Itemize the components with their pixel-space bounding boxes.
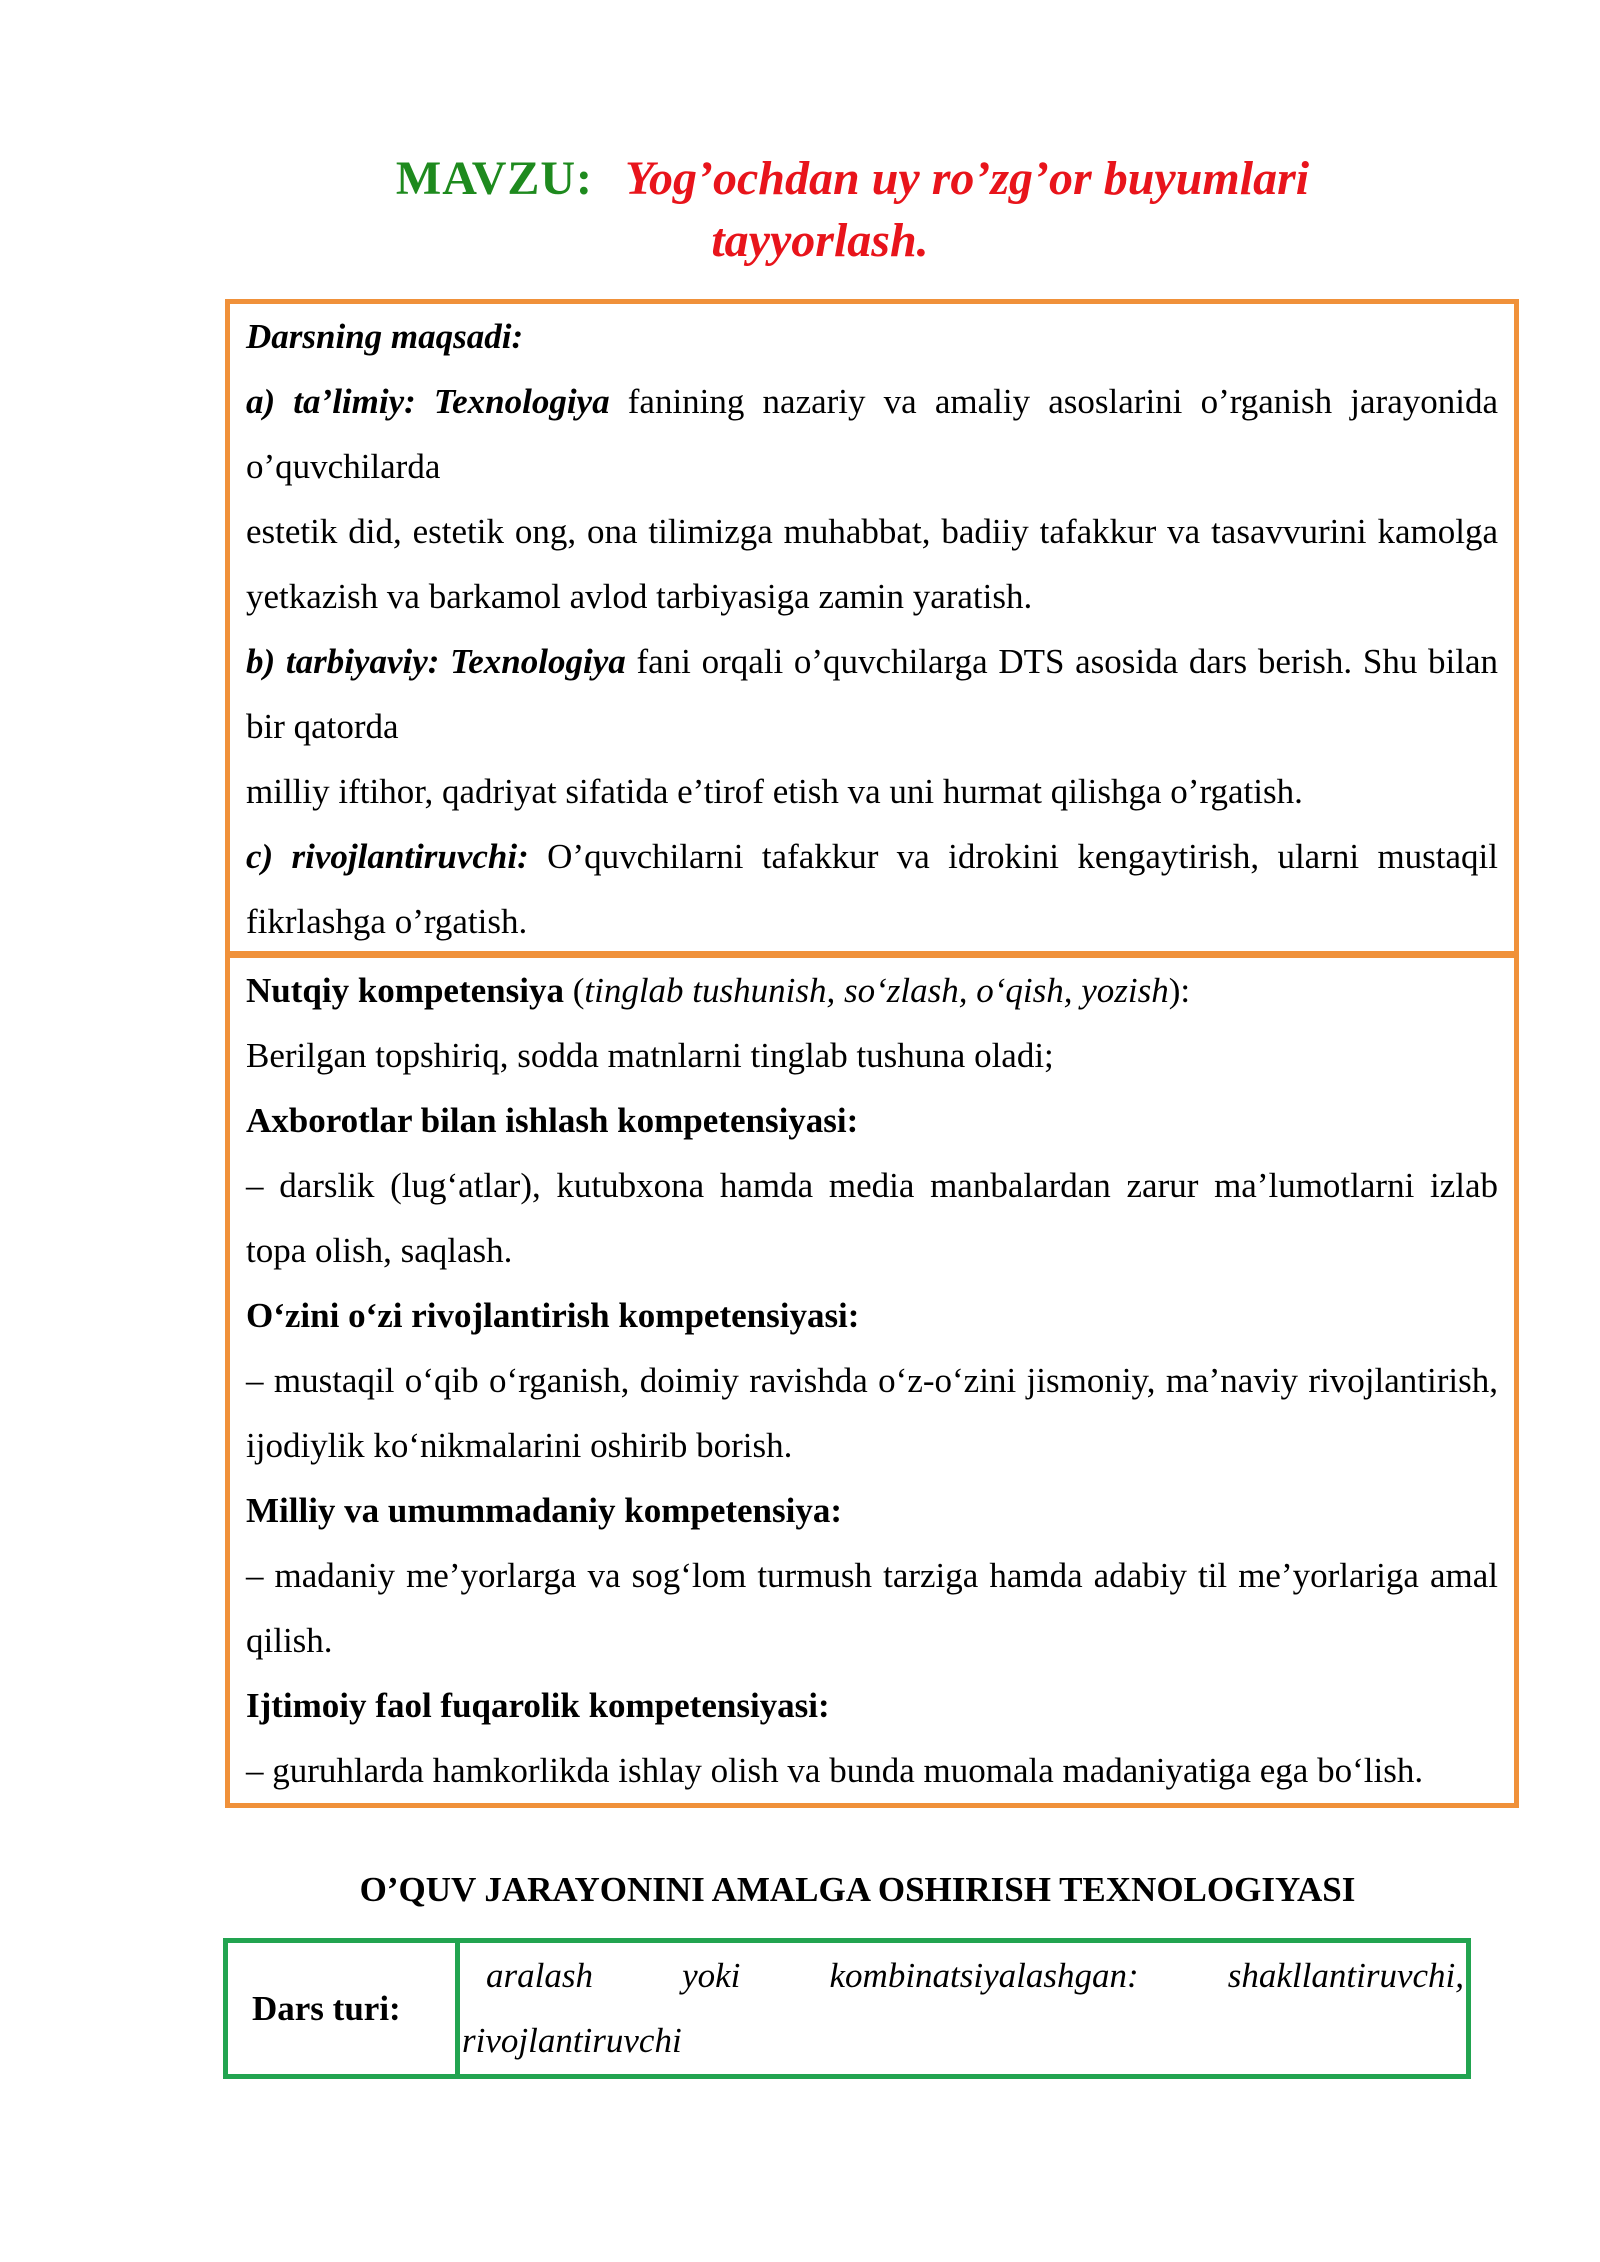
goal-c-label: c) rivojlantiruvchi: xyxy=(246,837,529,876)
title-line-1 xyxy=(0,148,1600,210)
goal-c xyxy=(246,824,1498,954)
speech-competency-heading xyxy=(246,958,1498,1023)
lesson-title xyxy=(0,148,1600,272)
lesson-type-label: Dars turi: xyxy=(228,1943,460,2074)
speech-competency-text: Berilgan topshiriq, sodda matnlarni tinglab tushuna oladi; xyxy=(246,1036,1054,1075)
goal-a-text: fanining nazariy va amaliy asoslarini o’rganish jarayonida o’quvchilarda xyxy=(246,382,1498,486)
info-competency-text: – darslik (lug‘atlar), kutubxona hamda media manbalardan zarur ma’lumotlarni izlab topa olish, saqlash. xyxy=(246,1166,1498,1270)
technology-heading: O’QUV JARAYONINI AMALGA OSHIRISH TEXNOLOGIYASI xyxy=(359,1870,1356,1909)
culture-competency-text: – madaniy me’yorlarga va sog‘lom turmush tarziga hamda adabiy til me’yorlariga amal qilish. xyxy=(246,1556,1498,1660)
goal-a-continued: estetik did, estetik ong, ona tilimizga muhabbat, badiiy tafakkur va tasavvurini kamolga yetkazish va barkamol avlod tarbiyasiga zamin yaratish. xyxy=(246,512,1498,616)
goal-a xyxy=(246,369,1498,499)
goal-a-label: a) ta’limiy: Texnologiya xyxy=(246,382,610,421)
competencies-box xyxy=(225,953,1519,1808)
speech-skills: tinglab tushunish, so‘zlash, o‘qish, yozish xyxy=(584,971,1169,1010)
topic-text-continued: tayyorlash. xyxy=(711,214,929,267)
self-development-heading: O‘zini o‘zi rivojlantirish kompetensiyasi: xyxy=(246,1296,860,1335)
self-development-text: – mustaqil o‘qib o‘rganish, doimiy ravishda o‘z-o‘zini jismoniy, ma’naviy rivojlantirish, ijodiylik ko‘nikmalarini oshirib borish. xyxy=(246,1361,1498,1465)
goal-b-continued: milliy iftihor, qadriyat sifatida e’tirof etish va uni hurmat qilishga o’rgatish. xyxy=(246,772,1303,811)
paren-close: ): xyxy=(1168,971,1191,1010)
lesson-goals-box xyxy=(225,299,1519,956)
lesson-type-word: shakllantiruvchi, xyxy=(1227,1956,1464,1995)
topic-label: MAVZU: xyxy=(395,152,594,205)
lesson-type-table xyxy=(223,1938,1471,2079)
goals-heading: Darsning maqsadi: xyxy=(246,317,524,356)
lesson-type-word: kombinatsiyalashgan: xyxy=(829,1956,1139,1995)
lesson-type-word: yoki xyxy=(682,1956,741,1995)
topic-text: Yog’ochdan uy ro’zg’or buyumlari xyxy=(625,152,1310,205)
lesson-type-word: aralash xyxy=(486,1956,593,1995)
goal-b-label: b) tarbiyaviy: Texnologiya xyxy=(246,642,626,681)
civic-competency-text: – guruhlarda hamkorlikda ishlay olish va bunda muomala madaniyatiga ega bo‘lish. xyxy=(246,1751,1424,1790)
paren-open: ( xyxy=(572,971,585,1010)
lesson-type-line-1 xyxy=(462,1943,1464,2008)
goal-c-text: O’quvchilarni tafakkur va idrokini kengaytirish, ularni mustaqil fikrlashga o’rgatish. xyxy=(246,837,1498,941)
title-line-2 xyxy=(0,210,1600,272)
lesson-type-line-2: rivojlantiruvchi xyxy=(462,2021,682,2060)
speech-label: Nutqiy kompetensiya xyxy=(246,971,564,1010)
lesson-type-value xyxy=(460,1943,1466,2074)
goal-b xyxy=(246,629,1498,759)
culture-competency-heading: Milliy va umummadaniy kompetensiya: xyxy=(246,1491,843,1530)
info-competency-heading: Axborotlar bilan ishlash kompetensiyasi: xyxy=(246,1101,859,1140)
civic-competency-heading: Ijtimoiy faol fuqarolik kompetensiyasi: xyxy=(246,1686,830,1725)
goal-b-text: fani orqali o’quvchilarga DTS asosida dars berish. Shu bilan bir qatorda xyxy=(246,642,1499,746)
